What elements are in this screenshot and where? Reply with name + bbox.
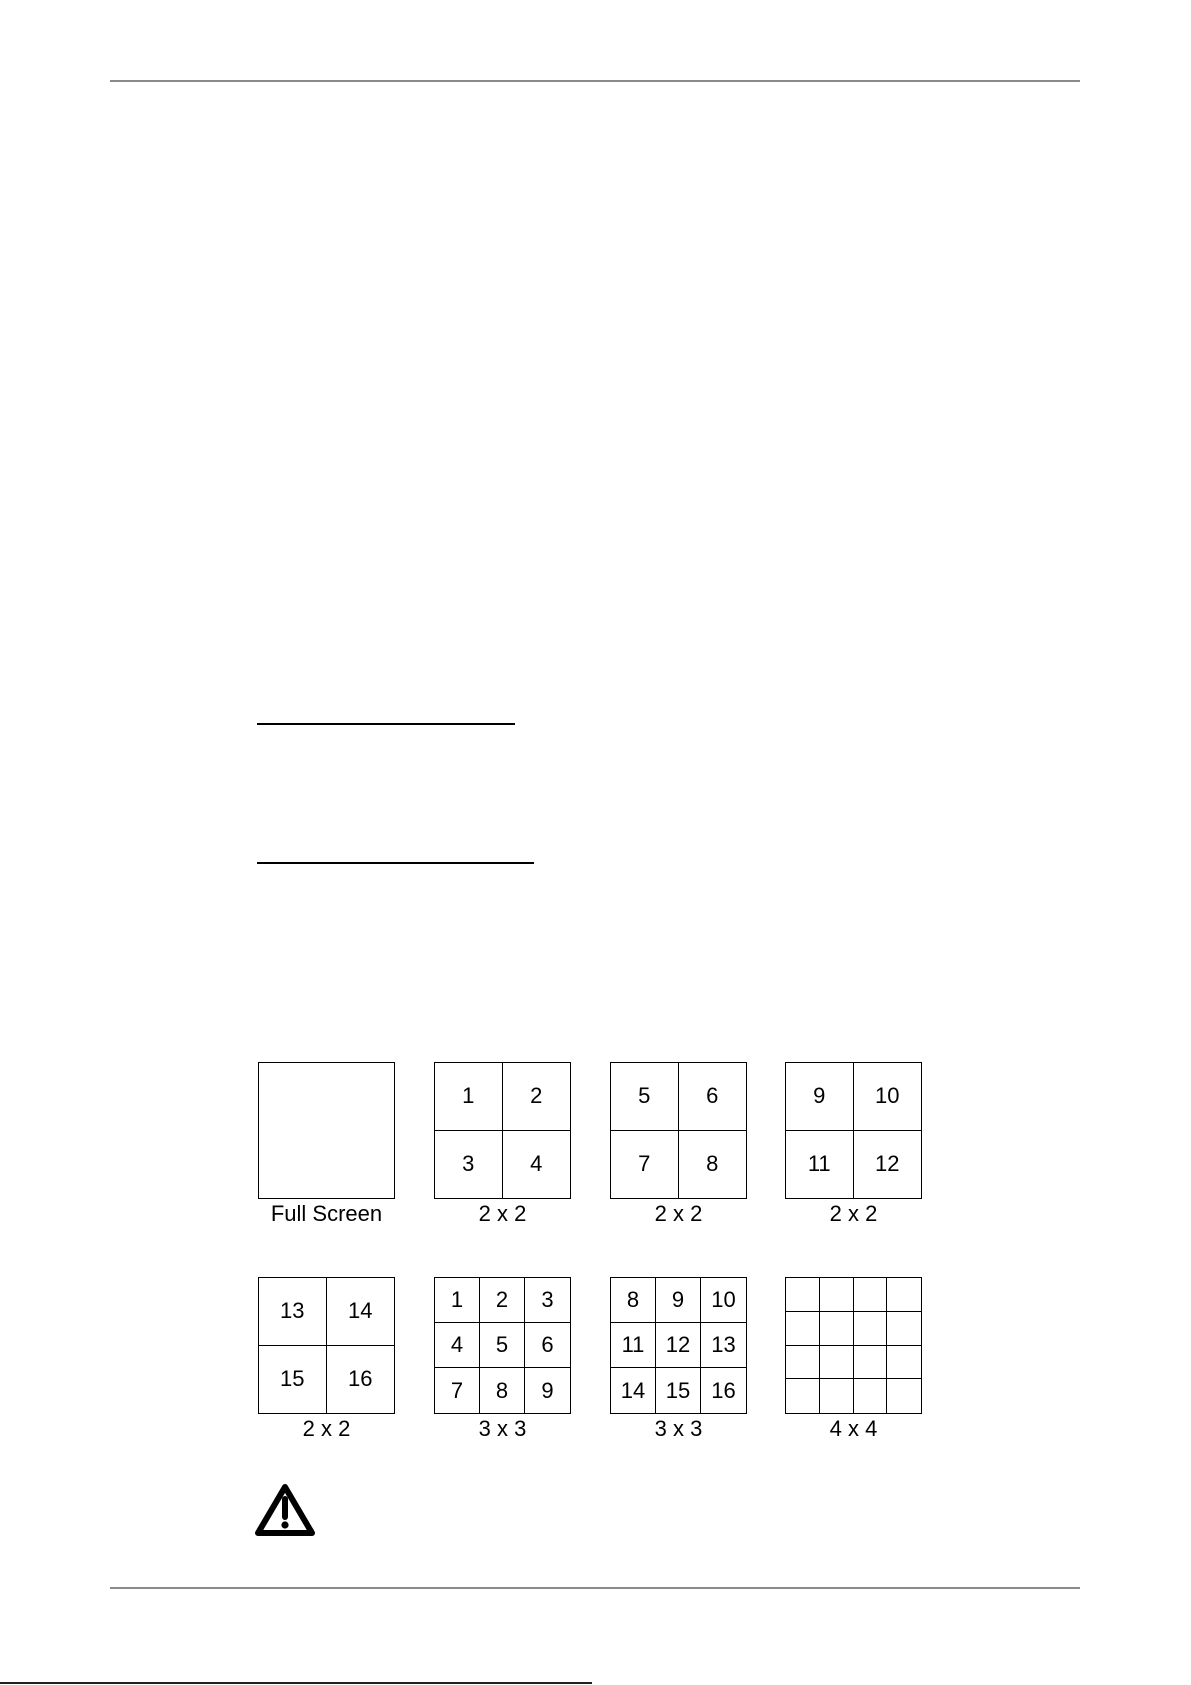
channel-cell: 8: [706, 1151, 719, 1177]
channel-cell: 8: [611, 1278, 656, 1323]
layout-grid: [785, 1062, 922, 1199]
channel-cell: [887, 1312, 921, 1346]
channel-cell: [820, 1379, 854, 1413]
channel-cell: 1: [435, 1278, 480, 1323]
warning-triangle-icon: [255, 1484, 315, 1536]
section-heading-underline: [257, 723, 515, 725]
channel-cell: [854, 1278, 888, 1312]
channel-cell: 9: [656, 1278, 701, 1323]
layout-caption: 2 x 2: [654, 1201, 703, 1226]
channel-cell: [820, 1312, 854, 1346]
channel-cell: 9: [786, 1063, 854, 1131]
channel-cell: 11: [611, 1323, 656, 1368]
channel-cell: 6: [525, 1323, 570, 1368]
layout-caption: Full Screen: [270, 1201, 383, 1226]
channel-cell: 16: [348, 1366, 373, 1392]
channel-cell: [786, 1379, 820, 1413]
layout-grid: [434, 1277, 571, 1414]
layout-grid: [258, 1062, 395, 1199]
layout-caption: 4 x 4: [829, 1416, 878, 1441]
channel-cell: 15: [656, 1368, 701, 1413]
channel-cell: 9: [541, 1377, 554, 1403]
channel-cell: 10: [701, 1278, 746, 1323]
channel-cell: 12: [656, 1323, 701, 1368]
channel-cell: 10: [854, 1063, 922, 1131]
section-heading-underline: [257, 862, 534, 864]
channel-cell: [820, 1278, 854, 1312]
layout-grid: [610, 1062, 747, 1199]
channel-cell: 5: [611, 1063, 679, 1131]
layout-grid: [258, 1277, 395, 1414]
layout-caption: 3 x 3: [654, 1416, 703, 1441]
channel-cell: 7: [611, 1131, 679, 1199]
layout-grid: [785, 1277, 922, 1414]
channel-cell: 8: [480, 1368, 525, 1413]
channel-cell: 13: [259, 1278, 327, 1346]
channel-cell: 14: [327, 1278, 395, 1346]
layout-caption: 2 x 2: [829, 1201, 878, 1226]
channel-cell: [887, 1278, 921, 1312]
channel-cell: 16: [711, 1377, 736, 1403]
channel-cell: [786, 1346, 820, 1380]
header-rule: [110, 80, 1080, 82]
channel-cell: [854, 1346, 888, 1380]
channel-cell: 6: [679, 1063, 747, 1131]
channel-cell: 11: [786, 1131, 854, 1199]
channel-cell: 2: [503, 1063, 571, 1131]
channel-cell: [820, 1346, 854, 1380]
channel-cell: 15: [259, 1346, 327, 1414]
channel-cell: [887, 1379, 921, 1413]
channel-cell: [854, 1379, 888, 1413]
channel-cell: 3: [525, 1278, 570, 1323]
channel-cell: 4: [435, 1323, 480, 1368]
channel-cell: 7: [435, 1368, 480, 1413]
channel-cell: 4: [530, 1151, 543, 1177]
channel-cell: [786, 1312, 820, 1346]
layout-grid: [610, 1277, 747, 1414]
channel-cell: 1: [435, 1063, 503, 1131]
channel-cell: 5: [480, 1323, 525, 1368]
channel-cell: [786, 1278, 820, 1312]
footer-rule: [110, 1587, 1080, 1589]
channel-cell: [854, 1312, 888, 1346]
layout-caption: 2 x 2: [302, 1416, 351, 1441]
channel-cell: 2: [480, 1278, 525, 1323]
layout-caption: 2 x 2: [478, 1201, 527, 1226]
layout-caption: 3 x 3: [478, 1416, 527, 1441]
channel-cell: 13: [701, 1323, 746, 1368]
page-edge-rule: [0, 1682, 592, 1684]
channel-cell: [259, 1063, 394, 1198]
channel-cell: 14: [611, 1368, 656, 1413]
channel-cell: 12: [875, 1151, 900, 1177]
channel-cell: 3: [435, 1131, 503, 1199]
layout-grid: [434, 1062, 571, 1199]
channel-cell: [887, 1346, 921, 1380]
